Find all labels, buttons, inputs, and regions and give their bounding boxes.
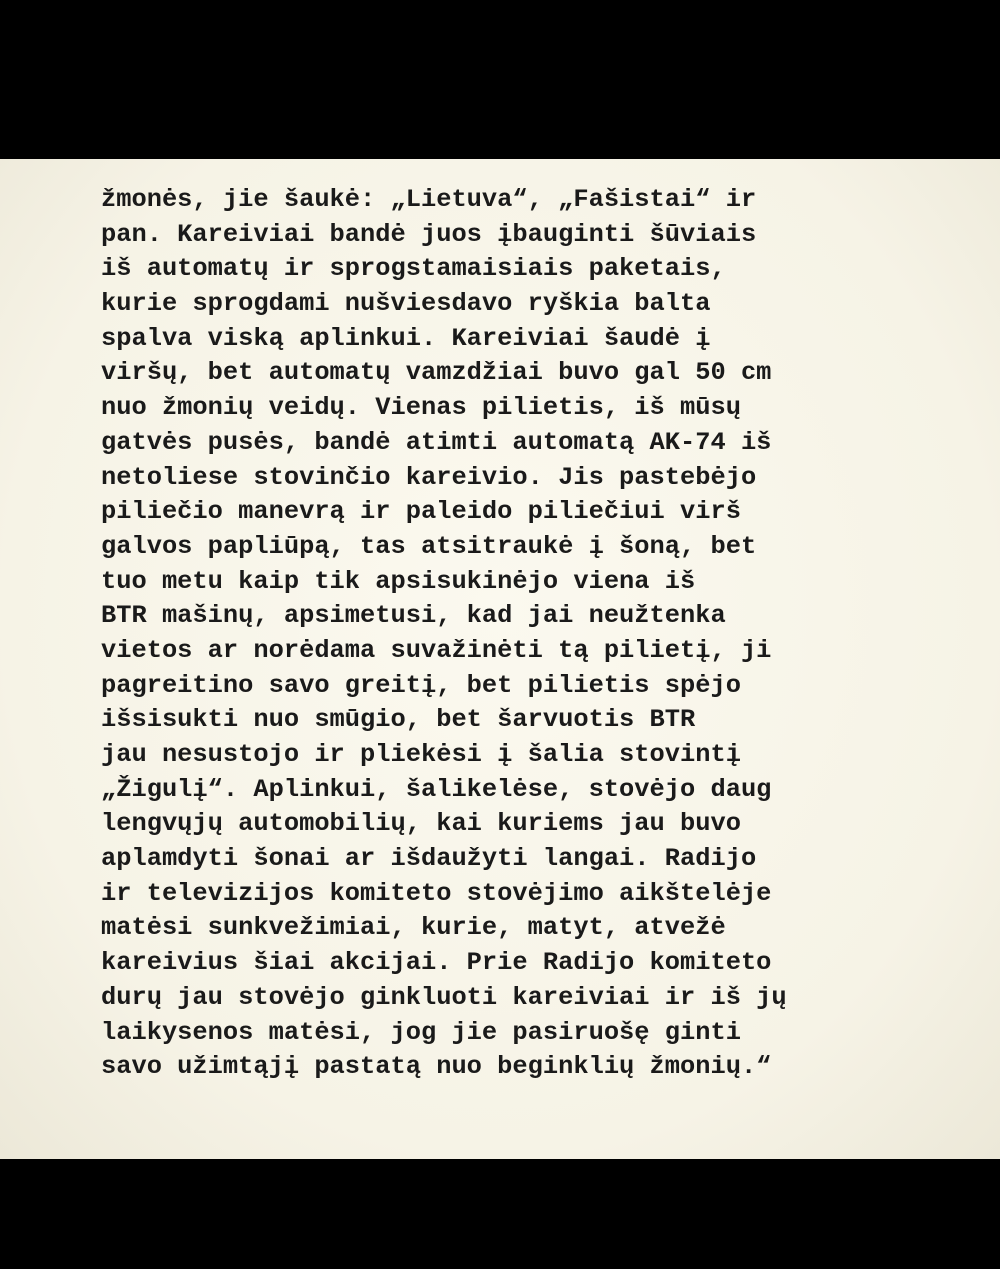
- document-text: [101, 183, 787, 1085]
- text-line: kurie sprogdami nušviesdavo ryškia balta: [101, 289, 711, 319]
- text-line: viršų, bet automatų vamzdžiai buvo gal 50 cm: [101, 358, 772, 388]
- text-line: lengvųjų automobilių, kai kuriems jau buvo: [101, 809, 741, 839]
- text-line: galvos papliūpą, tas atsitraukė į šoną, bet: [101, 531, 757, 561]
- paper-page: [0, 159, 1000, 1159]
- text-line: pagreitino savo greitį, bet pilietis spėjo: [101, 670, 741, 700]
- text-line: išsisukti nuo smūgio, bet šarvuotis BTR: [101, 705, 696, 735]
- text-line: durų jau stovėjo ginkluoti kareiviai ir iš jų: [101, 982, 787, 1012]
- text-line: spalva viską aplinkui. Kareiviai šaudė į: [101, 323, 711, 353]
- text-line: vietos ar norėdama suvažinėti tą pilietį, ji: [101, 635, 772, 665]
- text-line: jau nesustojo ir pliekėsi į šalia stovintį: [101, 740, 741, 769]
- text-line: „Žigulį“. Aplinkui, šalikelėse, stovėjo daug: [101, 774, 772, 804]
- text-line: nuo žmonių veidų. Vienas pilietis, iš mūsų: [101, 393, 741, 423]
- text-line: laikysenos matėsi, jog jie pasiruošę ginti: [101, 1017, 741, 1047]
- text-line: žmonės, jie šaukė: „Lietuva“, „Fašistai“ ir: [101, 185, 757, 214]
- text-line: matėsi sunkvežimiai, kurie, matyt, atvežė: [101, 913, 726, 943]
- text-line: kareivius šiai akcijai. Prie Radijo komiteto: [101, 948, 772, 978]
- text-line: piliečio manevrą ir paleido piliečiui virš: [101, 497, 741, 527]
- text-line: BTR mašinų, apsimetusi, kad jai neužtenka: [101, 601, 726, 631]
- text-line: pan. Kareiviai bandė juos įbauginti šūviais: [101, 219, 757, 249]
- text-line: tuo metu kaip tik apsisukinėjo viena iš: [101, 566, 696, 596]
- text-line: iš automatų ir sprogstamaisiais paketais,: [101, 254, 726, 284]
- text-line: gatvės pusės, bandė atimti automatą AK-74 iš: [101, 427, 772, 457]
- text-line: savo užimtąjį pastatą nuo beginklių žmonių.“: [101, 1052, 772, 1082]
- text-line: aplamdyti šonai ar išdaužyti langai. Radijo: [101, 844, 757, 874]
- text-line: ir televizijos komiteto stovėjimo aikštelėje: [101, 878, 772, 908]
- text-line: netoliese stovinčio kareivio. Jis pastebėjo: [101, 462, 757, 492]
